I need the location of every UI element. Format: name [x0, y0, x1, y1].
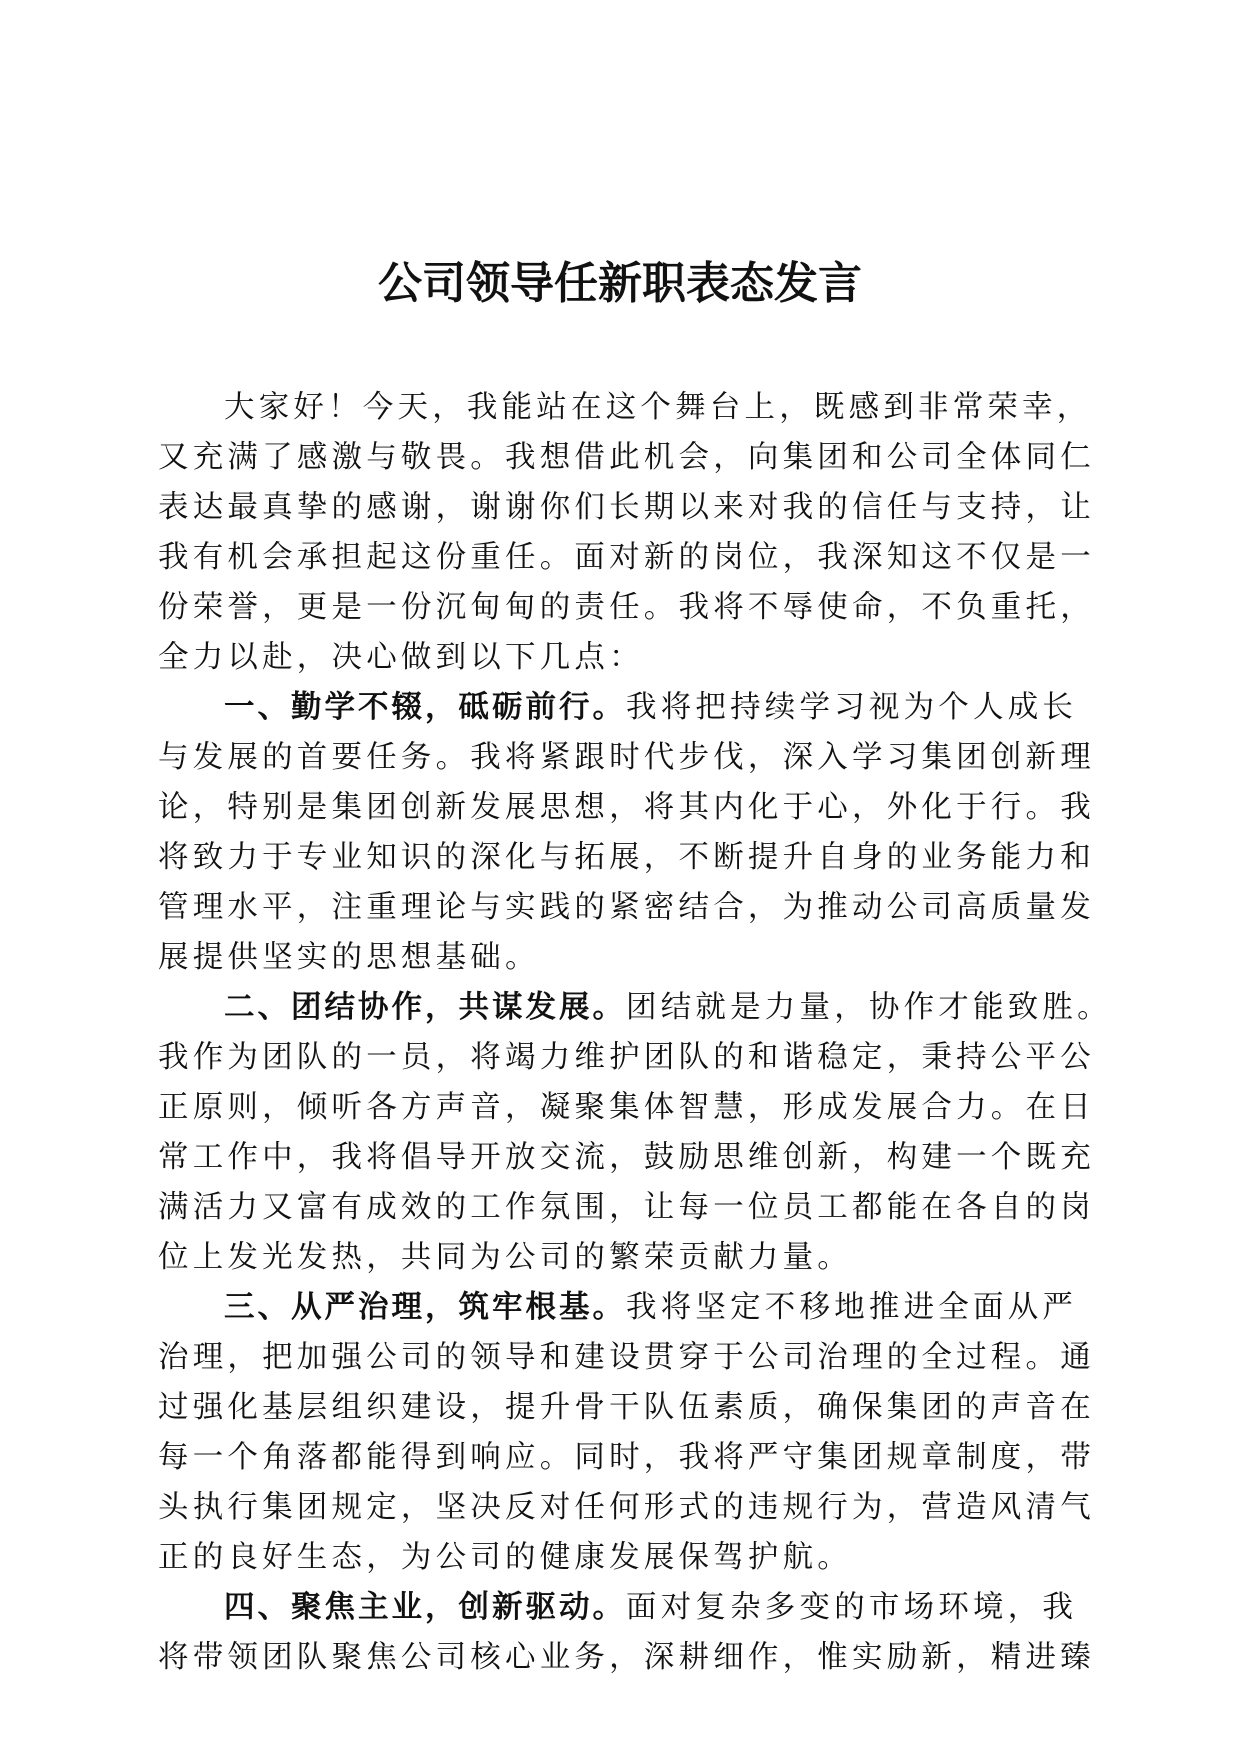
section-heading-line	[158, 683, 1078, 733]
line-text: 又充满了感激与敬畏。我想借此机会，向集团和公司全体同仁	[158, 440, 1095, 475]
line-text: 将带领团队聚焦公司核心业务，深耕细作，惟实励新，精进臻	[158, 1640, 1095, 1675]
paragraph-line	[158, 733, 1095, 783]
paragraph-line	[158, 483, 1095, 533]
section-heading: 四、聚焦主业，创新驱动。	[224, 1590, 626, 1625]
line-text: 每一个角落都能得到响应。同时，我将严守集团规章制度，带	[158, 1440, 1095, 1475]
line-text: 份荣誉，更是一份沉甸甸的责任。我将不辱使命，不负重托，	[158, 590, 1095, 625]
paragraph-line	[158, 1633, 1095, 1683]
line-text: 全力以赴，决心做到以下几点：	[158, 640, 644, 675]
paragraph-line	[158, 1133, 1095, 1183]
paragraph-line	[158, 783, 1095, 833]
line-text: 我有机会承担起这份重任。面对新的岗位，我深知这不仅是一	[158, 540, 1095, 575]
line-text: 我将坚定不移地推进全面从严	[626, 1290, 1078, 1325]
section-heading-line	[158, 983, 1112, 1033]
line-text: 治理，把加强公司的领导和建设贯穿于公司治理的全过程。通	[158, 1340, 1095, 1375]
paragraph-line	[158, 1333, 1095, 1383]
line-text: 面对复杂多变的市场环境，我	[626, 1590, 1078, 1625]
line-text: 论，特别是集团创新发展思想，将其内化于心，外化于行。我	[158, 790, 1095, 825]
line-text: 满活力又富有成效的工作氛围，让每一位员工都能在各自的岗	[158, 1190, 1095, 1225]
line-text: 大家好！今天，我能站在这个舞台上，既感到非常荣幸，	[224, 390, 1092, 425]
section-heading: 二、团结协作，共谋发展。	[224, 990, 626, 1025]
line-text: 位上发光发热，共同为公司的繁荣贡献力量。	[158, 1240, 852, 1275]
section-heading: 三、从严治理，筑牢根基。	[224, 1290, 626, 1325]
line-text: 与发展的首要任务。我将紧跟时代步伐，深入学习集团创新理	[158, 740, 1095, 775]
section-heading-line	[158, 1283, 1078, 1333]
line-text: 将致力于专业知识的深化与拓展，不断提升自身的业务能力和	[158, 840, 1095, 875]
paragraph-line	[158, 933, 1073, 983]
paragraph-line	[158, 883, 1095, 933]
paragraph-line	[158, 433, 1095, 483]
page-title: 公司领导任新职表态发言	[378, 258, 862, 309]
section-heading-line	[158, 1583, 1078, 1633]
paragraph-line	[158, 1033, 1095, 1083]
paragraph-line	[158, 1083, 1095, 1133]
line-text: 我作为团队的一员，将竭力维护团队的和谐稳定，秉持公平公	[158, 1040, 1095, 1075]
line-text: 我将把持续学习视为个人成长	[626, 690, 1078, 725]
section-heading: 一、勤学不辍，砥砺前行。	[224, 690, 626, 725]
paragraph-line	[158, 833, 1095, 883]
line-text: 正的良好生态，为公司的健康发展保驾护航。	[158, 1540, 852, 1575]
line-text: 表达最真挚的感谢，谢谢你们长期以来对我的信任与支持，让	[158, 490, 1095, 525]
paragraph-line	[158, 633, 1073, 683]
paragraph-line	[158, 583, 1095, 633]
line-text: 常工作中，我将倡导开放交流，鼓励思维创新，构建一个既充	[158, 1140, 1095, 1175]
paragraph-line	[158, 533, 1095, 583]
paragraph-line	[158, 1383, 1095, 1433]
line-text: 展提供坚实的思想基础。	[158, 940, 540, 975]
line-text: 团结就是力量，协作才能致胜。	[626, 990, 1112, 1025]
paragraph-line	[158, 1483, 1095, 1533]
line-text: 正原则，倾听各方声音，凝聚集体智慧，形成发展合力。在日	[158, 1090, 1095, 1125]
paragraph-line	[158, 1533, 1073, 1583]
line-text: 头执行集团规定，坚决反对任何形式的违规行为，营造风清气	[158, 1490, 1095, 1525]
document-body	[158, 383, 1112, 1683]
paragraph-line	[158, 1183, 1095, 1233]
paragraph-line	[158, 383, 1092, 433]
line-text: 管理水平，注重理论与实践的紧密结合，为推动公司高质量发	[158, 890, 1095, 925]
paragraph-line	[158, 1233, 1073, 1283]
line-text: 过强化基层组织建设，提升骨干队伍素质，确保集团的声音在	[158, 1390, 1095, 1425]
paragraph-line	[158, 1433, 1095, 1483]
